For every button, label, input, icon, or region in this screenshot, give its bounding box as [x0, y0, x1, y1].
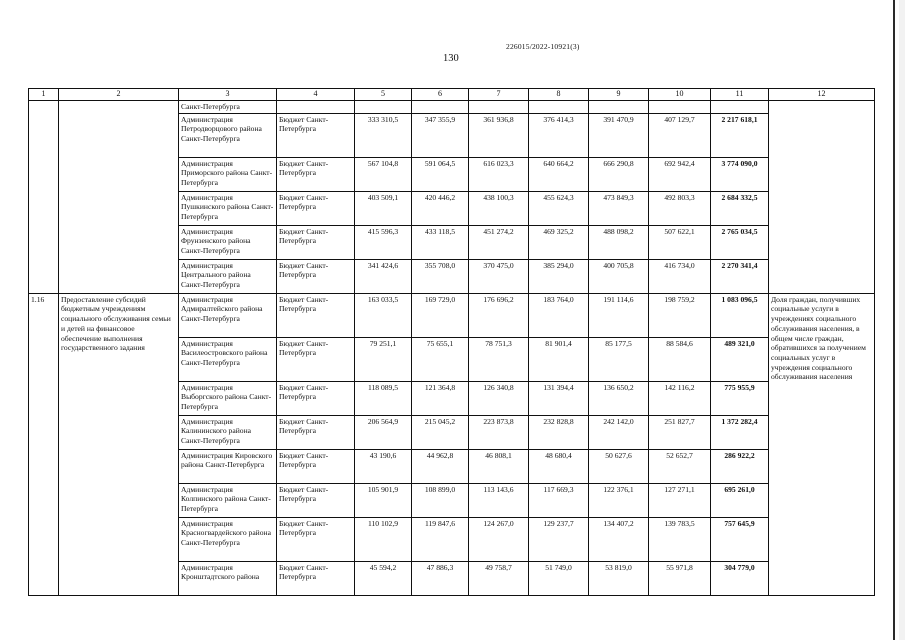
table-row [29, 101, 875, 114]
cell-description-empty [59, 101, 179, 294]
cell-value: 119 847,6 [412, 517, 469, 561]
cell-value: 55 971,8 [649, 561, 711, 595]
cell-value: 492 803,3 [649, 191, 711, 225]
cell-value: 488 098,2 [589, 225, 649, 259]
cell-total: 1 372 282,4 [711, 415, 769, 449]
column-header: 11 [711, 89, 769, 101]
column-header: 8 [529, 89, 589, 101]
cell-value: 127 271,1 [649, 483, 711, 517]
cell-value: 215 045,2 [412, 415, 469, 449]
cell-value: 198 759,2 [649, 293, 711, 337]
cell-value: 139 783,5 [649, 517, 711, 561]
cell-source: Бюджет Санкт-Петербурга [277, 561, 355, 595]
cell-value: 347 355,9 [412, 113, 469, 157]
cell-source: Бюджет Санкт-Петербурга [277, 191, 355, 225]
cell-value: 567 104,8 [355, 157, 412, 191]
cell-source: Бюджет Санкт-Петербурга [277, 483, 355, 517]
cell-value: 50 627,6 [589, 449, 649, 483]
cell-value: 591 064,5 [412, 157, 469, 191]
cell-admin: Администрация Фрунзенского района Санкт-Петербурга [179, 225, 277, 259]
column-header: 7 [469, 89, 529, 101]
cell-value: 117 669,3 [529, 483, 589, 517]
cell-value: 78 751,3 [469, 337, 529, 381]
cell-value: 124 267,0 [469, 517, 529, 561]
cell-admin: Администрация Калининского района Санкт-Петербурга [179, 415, 277, 449]
cell-source: Бюджет Санкт-Петербурга [277, 517, 355, 561]
cell-value: 403 509,1 [355, 191, 412, 225]
document-number: 226015/2022-10921(3) [506, 42, 580, 51]
cell-value: 169 729,0 [412, 293, 469, 337]
column-header: 6 [412, 89, 469, 101]
cell-admin: Администрация Василеостровского района Санкт-Петербурга [179, 337, 277, 381]
cell-value: 44 962,8 [412, 449, 469, 483]
cell-value: 242 142,0 [589, 415, 649, 449]
cell-value: 176 696,2 [469, 293, 529, 337]
cell-value: 129 237,7 [529, 517, 589, 561]
cell-value: 223 873,8 [469, 415, 529, 449]
cell-admin: Администрация Колпинского района Санкт-Петербурга [179, 483, 277, 517]
cell-value: 400 705,8 [589, 259, 649, 293]
cell-admin: Администрация Кронштадтского района [179, 561, 277, 595]
cell-total: 2 765 034,5 [711, 225, 769, 259]
section-indicator: Доля граждан, получивших социальные услуги в учреждениях социального обслуживания населения, в общем числе граждан, обратившихся за получением социальных услуг в учреждения социального обслуживания населения [769, 293, 875, 595]
column-header: 2 [59, 89, 179, 101]
cell-value: 370 475,0 [469, 259, 529, 293]
cell-value: 191 114,6 [589, 293, 649, 337]
column-header: 9 [589, 89, 649, 101]
cell-source-empty [277, 101, 355, 114]
cell-value: 52 652,7 [649, 449, 711, 483]
cell-admin: Администрация Адмиралтейского района Санкт-Петербурга [179, 293, 277, 337]
cell-source: Бюджет Санкт-Петербурга [277, 293, 355, 337]
cell-admin: Администрация Приморского района Санкт-Петербурга [179, 157, 277, 191]
cell-value: 616 023,3 [469, 157, 529, 191]
cell-value: 53 819,0 [589, 561, 649, 595]
cell-value: 416 734,0 [649, 259, 711, 293]
cell-value: 451 274,2 [469, 225, 529, 259]
cell-admin: Администрация Красногвардейского района Санкт-Петербурга [179, 517, 277, 561]
cell-empty [469, 101, 529, 114]
scan-edge-line [893, 0, 895, 640]
cell-value: 85 177,5 [589, 337, 649, 381]
cell-value: 666 290,8 [589, 157, 649, 191]
cell-total: 2 684 332,5 [711, 191, 769, 225]
cell-admin: Администрация Выборгского района Санкт-Петербурга [179, 381, 277, 415]
column-header: 12 [769, 89, 875, 101]
cell-value: 47 886,3 [412, 561, 469, 595]
cell-source: Бюджет Санкт-Петербурга [277, 225, 355, 259]
cell-total: 286 922,2 [711, 449, 769, 483]
cell-value: 81 901,4 [529, 337, 589, 381]
cell-value: 385 294,0 [529, 259, 589, 293]
cell-source: Бюджет Санкт-Петербурга [277, 113, 355, 157]
cell-total: 757 645,9 [711, 517, 769, 561]
cell-total: 1 083 096,5 [711, 293, 769, 337]
cell-empty [355, 101, 412, 114]
cell-source: Бюджет Санкт-Петербурга [277, 337, 355, 381]
cell-value: 121 364,8 [412, 381, 469, 415]
cell-value: 341 424,6 [355, 259, 412, 293]
cell-value: 407 129,7 [649, 113, 711, 157]
cell-value: 251 827,7 [649, 415, 711, 449]
cell-value: 232 828,8 [529, 415, 589, 449]
cell-source: Бюджет Санкт-Петербурга [277, 449, 355, 483]
scan-margin [899, 0, 905, 640]
cell-value: 355 708,0 [412, 259, 469, 293]
cell-admin: Администрация Центрального района Санкт-Петербурга [179, 259, 277, 293]
cell-value: 206 564,9 [355, 415, 412, 449]
cell-value: 455 624,3 [529, 191, 589, 225]
cell-value: 79 251,1 [355, 337, 412, 381]
cell-value: 113 143,6 [469, 483, 529, 517]
cell-value: 45 594,2 [355, 561, 412, 595]
cell-admin: Администрация Кировского района Санкт-Петербурга [179, 449, 277, 483]
cell-value: 131 394,4 [529, 381, 589, 415]
column-header: 3 [179, 89, 277, 101]
cell-total: 775 955,9 [711, 381, 769, 415]
cell-value: 361 936,8 [469, 113, 529, 157]
cell-value: 469 325,2 [529, 225, 589, 259]
cell-value: 49 758,7 [469, 561, 529, 595]
cell-value: 118 089,5 [355, 381, 412, 415]
cell-value: 438 100,3 [469, 191, 529, 225]
cell-value: 122 376,1 [589, 483, 649, 517]
cell-source: Бюджет Санкт-Петербурга [277, 259, 355, 293]
cell-value: 473 849,3 [589, 191, 649, 225]
cell-total: 695 261,0 [711, 483, 769, 517]
column-header: 1 [29, 89, 59, 101]
cell-source: Бюджет Санкт-Петербурга [277, 381, 355, 415]
cell-value: 105 901,9 [355, 483, 412, 517]
column-number-row [29, 89, 875, 101]
cell-value: 51 749,0 [529, 561, 589, 595]
cell-total: 489 321,0 [711, 337, 769, 381]
cell-empty [412, 101, 469, 114]
cell-value: 43 190,6 [355, 449, 412, 483]
cell-value: 134 407,2 [589, 517, 649, 561]
cell-value: 415 596,3 [355, 225, 412, 259]
cell-value: 126 340,8 [469, 381, 529, 415]
cell-value: 108 899,0 [412, 483, 469, 517]
cell-total: 304 779,0 [711, 561, 769, 595]
cell-value: 433 118,5 [412, 225, 469, 259]
cell-empty [589, 101, 649, 114]
cell-empty [529, 101, 589, 114]
cell-value: 391 470,9 [589, 113, 649, 157]
cell-value: 48 680,4 [529, 449, 589, 483]
cell-total: 2 217 618,1 [711, 113, 769, 157]
cell-total: 3 774 090,0 [711, 157, 769, 191]
cell-value: 88 584,6 [649, 337, 711, 381]
cell-admin: Администрация Петродворцового района Санкт-Петербурга [179, 113, 277, 157]
budget-table [28, 88, 875, 596]
cell-indicator-empty [769, 101, 875, 294]
cell-value: 110 102,9 [355, 517, 412, 561]
page-number: 130 [443, 53, 459, 64]
cell-value: 640 664,2 [529, 157, 589, 191]
cell-value: 692 942,4 [649, 157, 711, 191]
cell-admin: Администрация Пушкинского района Санкт-Петербурга [179, 191, 277, 225]
cell-number-empty [29, 101, 59, 294]
table-row [29, 293, 875, 337]
cell-source: Бюджет Санкт-Петербурга [277, 415, 355, 449]
cell-empty [711, 101, 769, 114]
section-number: 1.16 [29, 293, 59, 595]
cell-value: 183 764,0 [529, 293, 589, 337]
cell-value: 507 622,1 [649, 225, 711, 259]
cell-empty [649, 101, 711, 114]
column-header: 4 [277, 89, 355, 101]
cell-value: 75 655,1 [412, 337, 469, 381]
cell-total: 2 270 341,4 [711, 259, 769, 293]
column-header: 10 [649, 89, 711, 101]
section-description: Предоставление субсидий бюджетным учреждениям социального обслуживания семьи и детей на финансовое обеспечение выполнения государственного задания [59, 293, 179, 595]
cell-value: 420 446,2 [412, 191, 469, 225]
cell-value: 333 310,5 [355, 113, 412, 157]
column-header: 5 [355, 89, 412, 101]
cell-value: 46 808,1 [469, 449, 529, 483]
cell-source: Бюджет Санкт-Петербурга [277, 157, 355, 191]
cell-value: 376 414,3 [529, 113, 589, 157]
cell-admin-carry: Санкт-Петербурга [179, 101, 277, 114]
cell-value: 163 033,5 [355, 293, 412, 337]
cell-value: 142 116,2 [649, 381, 711, 415]
cell-value: 136 650,2 [589, 381, 649, 415]
